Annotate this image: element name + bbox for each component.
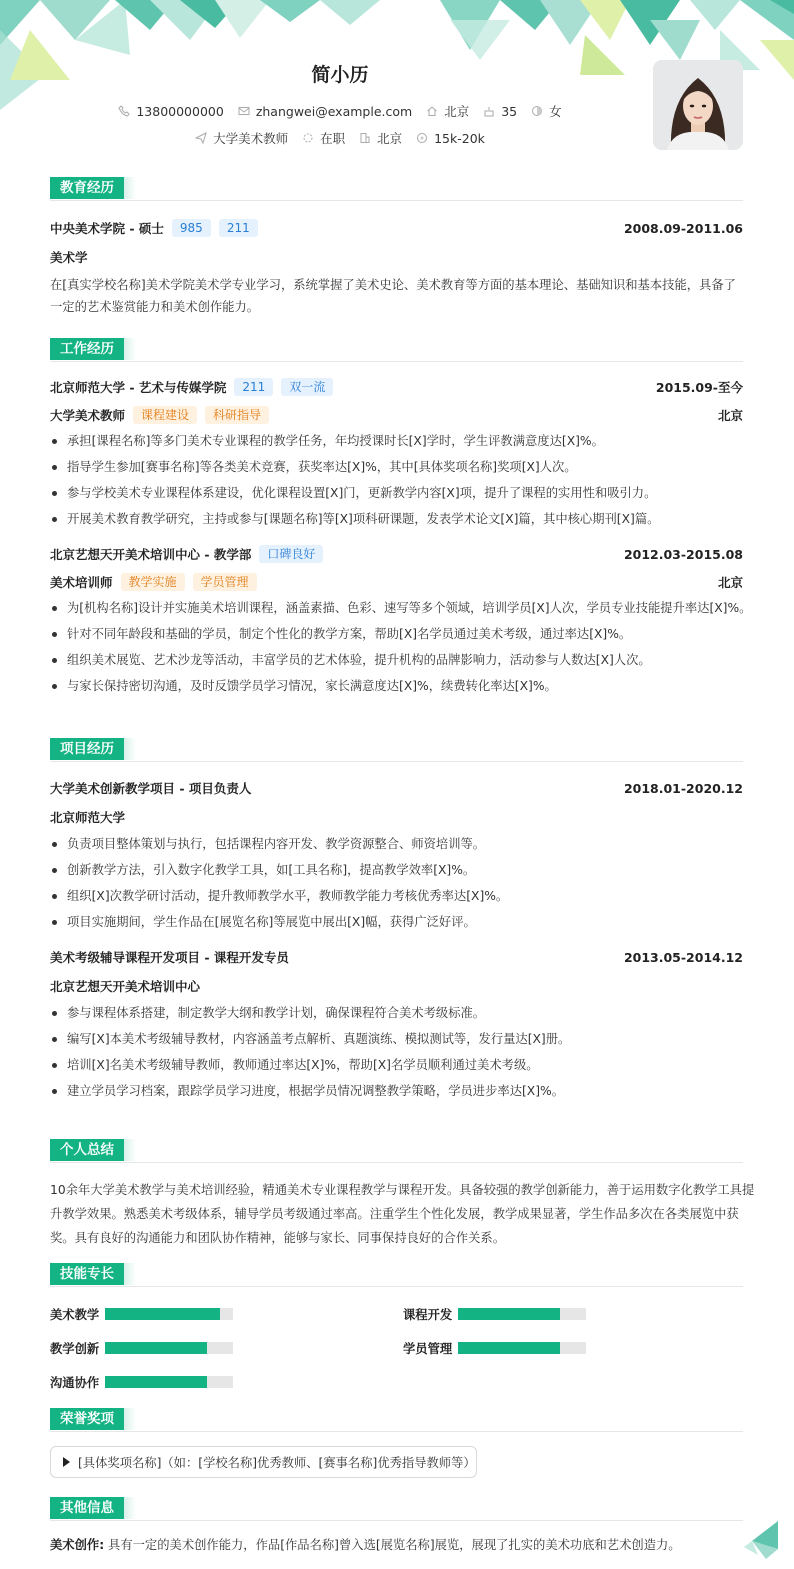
job-role-row <box>50 406 743 424</box>
status-text: 在职 <box>320 131 346 146</box>
expand-triangle-icon[interactable] <box>63 1457 70 1467</box>
project-org: 北京师范大学 <box>50 810 126 825</box>
projects-title: 项目经历 <box>50 738 124 760</box>
school-tag: 985 <box>172 219 211 237</box>
candidate-name: 简小历 <box>311 64 369 86</box>
list-item: 承担[课程名称]等多门美术专业课程的教学任务，年均授课时长[X]学时，学生评教满意度达[X]%。 <box>50 428 743 454</box>
award-item[interactable] <box>50 1446 477 1478</box>
skill-fill <box>105 1308 220 1320</box>
summary-line: 10余年大学美术教学与美术培训经验，精通美术专业课程教学与课程开发。具备较强的教学创新能力，善于运用数字化教学工具提 <box>50 1183 755 1197</box>
list-item: 项目实施期间，学生作品在[展览名称]等展览中展出[X]幅，获得广泛好评。 <box>50 909 743 935</box>
job-entry <box>50 378 743 532</box>
job-date: 2012.03-2015.08 <box>623 546 743 562</box>
age-info <box>483 104 517 119</box>
list-item: 组织[X]次教学研讨活动，提升教师教学水平，教师教学能力考核优秀率达[X]%。 <box>50 883 743 909</box>
skill-label: 课程开发 <box>403 1308 453 1322</box>
skill-fill <box>458 1342 560 1354</box>
email-text: zhangwei@example.com <box>255 103 413 119</box>
list-item: 培训[X]名美术考级辅导教师，教师通过率达[X]%，帮助[X]名学员顺利通过美术考级。 <box>50 1052 743 1078</box>
phone-icon <box>118 105 130 117</box>
age-text: 35 <box>501 103 518 119</box>
project-org: 北京艺想天开美术培训中心 <box>50 979 201 994</box>
section-title <box>50 1139 743 1163</box>
building-icon <box>359 132 371 144</box>
email-info <box>238 104 412 119</box>
summary-line: 奖。具有良好的沟通能力和团队协作精神，能够与家长、同事保持良好的合作关系。 <box>50 1231 505 1245</box>
phone-info <box>118 104 223 119</box>
education-title: 教育经历 <box>50 177 124 199</box>
school-name: 中央美术学院 - 硕士 <box>50 221 164 236</box>
section-title <box>50 338 743 362</box>
salary-info <box>416 131 485 146</box>
job-org-row <box>50 378 743 396</box>
skills-grid <box>50 1287 743 1390</box>
list-item: 为[机构名称]设计并实施美术培训课程，涵盖素描、色彩、速写等多个领域，培训学员[X]人次，学员专业技能提升率达[X]%。 <box>50 595 743 621</box>
skill-label: 学员管理 <box>403 1342 453 1356</box>
skill-item <box>50 1305 233 1323</box>
list-item: 参与学校美术专业课程体系建设，优化课程设置[X]门，更新教学内容[X]项，提升了课程的实用性和吸引力。 <box>50 480 743 506</box>
corner-decoration <box>744 1521 778 1559</box>
list-item: 创新教学方法，引入数字化教学工具，如[工具名称]，提高教学效率[X]%。 <box>50 857 743 883</box>
job-entry <box>50 545 752 699</box>
education-row <box>50 219 743 237</box>
list-item: 编写[X]本美术考级辅导教材，内容涵盖考点解析、真题演练、模拟测试等，发行量达[X]册。 <box>50 1026 743 1052</box>
skill-label: 美术教学 <box>50 1308 100 1322</box>
contact-line <box>0 102 680 120</box>
coin-icon <box>416 132 428 144</box>
list-item: 负责项目整体策划与执行，包括课程内容开发、教学资源整合、师资培训等。 <box>50 831 743 857</box>
org-tag: 口碑良好 <box>259 545 323 563</box>
mail-icon <box>238 105 250 117</box>
project-row <box>50 948 743 966</box>
summary-section <box>50 1139 755 1250</box>
other-section <box>50 1497 743 1556</box>
list-item: 建立学员学习档案，跟踪学员学习进度，根据学员情况调整教学策略，学员进步率达[X]%。 <box>50 1078 743 1104</box>
section-title <box>50 1497 743 1521</box>
skill-bar <box>105 1342 233 1354</box>
section-title <box>50 738 743 762</box>
list-item: 组织美术展览、艺术沙龙等活动，丰富学员的艺术体验，提升机构的品牌影响力，活动参与人数达[X]人次。 <box>50 647 743 673</box>
job-org: 北京艺想天开美术培训中心 - 教学部 <box>50 547 252 562</box>
job-bullets <box>50 428 743 532</box>
profile-photo <box>653 60 743 150</box>
gender-icon <box>531 105 543 117</box>
skill-fill <box>105 1376 207 1388</box>
skill-item <box>403 1339 586 1357</box>
job-text: 大学美术教师 <box>213 131 289 146</box>
role-tag: 教学实施 <box>121 573 185 591</box>
job-intent-line <box>0 129 680 147</box>
list-item: 指导学生参加[赛事名称]等各类美术竞赛，获奖率达[X]%，其中[具体奖项名称]奖项[X]人次。 <box>50 454 743 480</box>
other-title: 其他信息 <box>50 1497 124 1519</box>
work-section <box>50 338 752 699</box>
skill-label: 沟通协作 <box>50 1376 100 1390</box>
skill-item <box>403 1305 586 1323</box>
role-tag: 学员管理 <box>193 573 257 591</box>
project-name: 美术考级辅导课程开发项目 - 课程开发专员 <box>50 950 289 965</box>
project-date: 2013.05-2014.12 <box>623 949 743 965</box>
project-bullets <box>50 1000 743 1104</box>
job-info <box>195 129 288 147</box>
salary-text: 15k-20k <box>434 130 485 146</box>
job-date: 2015.09-至今 <box>655 380 743 395</box>
job-org-row <box>50 545 743 563</box>
skill-bar <box>105 1308 233 1320</box>
job-bullets <box>50 595 752 699</box>
resume-header <box>0 0 794 160</box>
skill-bar <box>105 1376 233 1388</box>
education-section <box>50 177 743 318</box>
school-tag: 211 <box>219 219 258 237</box>
section-title <box>50 1408 743 1432</box>
project-entry <box>50 779 743 935</box>
summary-line: 升教学效果。熟悉美术考级体系，辅导学员考级通过率高。注重学生个性化发展，教学成果显著，学生作品多次在各类展览中获 <box>50 1207 739 1221</box>
major: 美术学 <box>50 250 88 265</box>
project-entry <box>50 948 743 1104</box>
job-role: 大学美术教师 <box>50 408 126 423</box>
skill-fill <box>105 1342 207 1354</box>
other-body: 具有一定的美术创作能力，作品[作品名称]曾入选[展览名称]展览，展现了扎实的美术功底和艺术创造力。 <box>108 1538 681 1552</box>
role-tag: 科研指导 <box>205 406 269 424</box>
hometown-info <box>426 102 469 120</box>
hometown-text: 北京 <box>444 104 470 119</box>
home-icon <box>426 105 438 117</box>
projects-section <box>50 738 743 1104</box>
education-description: 在[真实学校名称]美术学院美术学专业学习，系统掌握了美术史论、美术教育等方面的基本理论、基础知识和基本技能，具备了一定的艺术鉴赏能力和美术创作能力。 <box>50 278 736 314</box>
role-tag: 课程建设 <box>133 406 197 424</box>
cake-icon <box>483 105 495 117</box>
job-location: 北京 <box>717 575 743 590</box>
city-text: 北京 <box>377 131 403 146</box>
status-icon <box>302 132 314 144</box>
org-tag: 双一流 <box>281 378 333 396</box>
section-title <box>50 177 743 201</box>
send-icon <box>195 132 207 144</box>
list-item: 开展美术教育教学研究，主持或参与[课题名称]等[X]项科研课题，发表学术论文[X]篇，其中核心期刊[X]篇。 <box>50 506 743 532</box>
awards-section <box>50 1408 743 1478</box>
phone-text: 13800000000 <box>136 103 224 119</box>
other-label: 美术创作: <box>50 1538 105 1552</box>
work-title: 工作经历 <box>50 338 124 360</box>
project-date: 2018.01-2020.12 <box>623 780 743 796</box>
city-info <box>359 129 402 147</box>
job-location: 北京 <box>717 408 743 423</box>
list-item: 参与课程体系搭建，制定教学大纲和教学计划，确保课程符合美术考级标准。 <box>50 1000 743 1026</box>
section-title <box>50 1263 743 1287</box>
job-role: 美术培训师 <box>50 575 113 590</box>
summary-title: 个人总结 <box>50 1139 124 1161</box>
other-text <box>50 1534 743 1556</box>
skill-bar <box>458 1342 586 1354</box>
skills-section <box>50 1263 743 1390</box>
awards-title: 荣誉奖项 <box>50 1408 124 1430</box>
gender-info <box>531 102 562 120</box>
job-org: 北京师范大学 - 艺术与传媒学院 <box>50 380 227 395</box>
project-row <box>50 779 743 797</box>
skill-item <box>50 1339 233 1357</box>
project-bullets <box>50 831 743 935</box>
gender-text: 女 <box>549 104 562 119</box>
list-item: 与家长保持密切沟通，及时反馈学员学习情况，家长满意度达[X]%，续费转化率达[X]%。 <box>50 673 743 699</box>
job-role-row <box>50 573 743 591</box>
summary-text <box>50 1178 755 1250</box>
skill-label: 教学创新 <box>50 1342 100 1356</box>
education-date: 2008.09-2011.06 <box>623 220 743 236</box>
project-name: 大学美术创新教学项目 - 项目负责人 <box>50 781 252 796</box>
status-info <box>302 129 345 147</box>
skill-bar <box>458 1308 586 1320</box>
skill-fill <box>458 1308 560 1320</box>
skill-item <box>50 1373 233 1391</box>
skills-title: 技能专长 <box>50 1263 124 1285</box>
award-text: [具体奖项名称]（如：[学校名称]优秀教师、[赛事名称]优秀指导教师等） <box>78 1456 476 1470</box>
list-item: 针对不同年龄段和基础的学员，制定个性化的教学方案，帮助[X]名学员通过美术考级，通过率达[X]%。 <box>50 621 743 647</box>
org-tag: 211 <box>234 378 273 396</box>
